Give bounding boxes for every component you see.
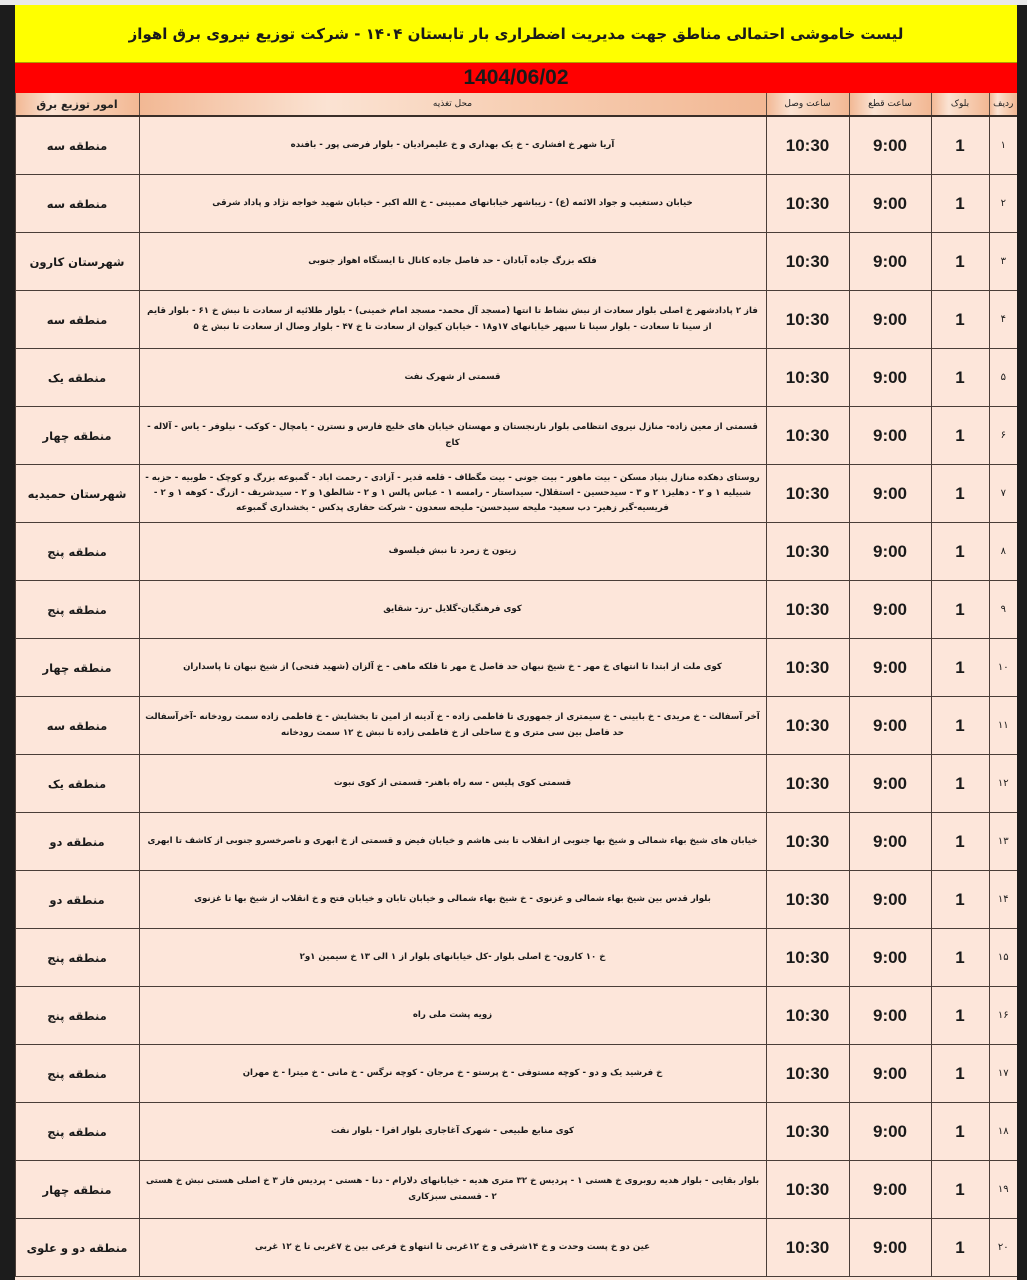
- location-cell: آخر آسفالت - خ مریدی - خ بابینی - خ سیمتری از جمهوری تا فاطمی زاده - خ آدینه از امین تا بخشایش - خ فاطمی زاده سمت رودخانه -آخرآسفالت حد فاصل بین سی متری و خ ساحلی از خ فاطمی زاده تا نبش خ ۱۲ سمت رودخانه: [139, 697, 766, 755]
- block-number-cell: 1: [931, 233, 989, 291]
- location-cell: خیابان های شیخ بهاء شمالی و شیخ بها جنوبی از انقلاب تا بنی هاشم و خیابان فیض و قسمتی از خ ابهری و ناصرخسرو جنوبی از کاشف تا ابهری: [139, 813, 766, 871]
- table-row: [15, 523, 1017, 581]
- location-cell: قسمتی از معین زاده- منازل نیروی انتظامی بلوار نارنجستان و مهستان خیابان های خلیج فارس و نسترن - یامچال - کوکب - نیلوفر - یاس - آلاله - کاج: [139, 407, 766, 465]
- region-cell: منطقه دو: [15, 871, 139, 929]
- row-number-cell: ۲: [989, 175, 1017, 233]
- header-cut-time: ساعت قطع: [849, 93, 931, 116]
- connect-time-cell: 10:30: [766, 175, 849, 233]
- location-cell: خ ۱۰ کارون- خ اصلی بلوار -کل خیابانهای بلوار از ۱ الی ۱۳ خ سیمین ۱و۲: [139, 929, 766, 987]
- location-cell: زیتون خ زمرد تا نبش فیلسوف: [139, 523, 766, 581]
- row-number-cell: ۱۴: [989, 871, 1017, 929]
- region-cell: منطقه سه: [15, 291, 139, 349]
- block-number-cell: 1: [931, 639, 989, 697]
- connect-time-cell: 10:30: [766, 755, 849, 813]
- table-row: [15, 1161, 1017, 1219]
- cut-time-cell: 9:00: [849, 1219, 931, 1277]
- cut-time-cell: 9:00: [849, 291, 931, 349]
- connect-time-cell: 10:30: [766, 871, 849, 929]
- table-row: [15, 581, 1017, 639]
- table-row: [15, 116, 1017, 175]
- region-cell: منطقه پنج: [15, 987, 139, 1045]
- connect-time-cell: 10:30: [766, 523, 849, 581]
- region-cell: منطقه پنج: [15, 523, 139, 581]
- cut-time-cell: 9:00: [849, 987, 931, 1045]
- row-number-cell: ۱۳: [989, 813, 1017, 871]
- block-number-cell: 1: [931, 697, 989, 755]
- cut-time-cell: 9:00: [849, 407, 931, 465]
- connect-time-cell: 10:30: [766, 581, 849, 639]
- row-number-cell: ۲۰: [989, 1219, 1017, 1277]
- connect-time-cell: 10:30: [766, 987, 849, 1045]
- outage-schedule-sheet: [15, 5, 1017, 1280]
- cut-time-cell: 9:00: [849, 116, 931, 175]
- block-number-cell: 1: [931, 813, 989, 871]
- table-row: [15, 233, 1017, 291]
- row-number-cell: ۸: [989, 523, 1017, 581]
- table-row: [15, 871, 1017, 929]
- row-number-cell: ۷: [989, 465, 1017, 523]
- connect-time-cell: 10:30: [766, 929, 849, 987]
- table-row: [15, 1219, 1017, 1277]
- header-connect-time: ساعت وصل: [766, 93, 849, 116]
- row-number-cell: ۱۲: [989, 755, 1017, 813]
- header-block: بلوک: [931, 93, 989, 116]
- location-cell: قسمتی کوی پلیس - سه راه باهنر- قسمتی از کوی نبوت: [139, 755, 766, 813]
- cut-time-cell: 9:00: [849, 233, 931, 291]
- block-number-cell: 1: [931, 581, 989, 639]
- row-number-cell: ۵: [989, 349, 1017, 407]
- connect-time-cell: 10:30: [766, 1103, 849, 1161]
- cut-time-cell: 9:00: [849, 929, 931, 987]
- cut-time-cell: 9:00: [849, 1045, 931, 1103]
- block-number-cell: 1: [931, 1103, 989, 1161]
- table-row: [15, 987, 1017, 1045]
- connect-time-cell: 10:30: [766, 1161, 849, 1219]
- block-number-cell: 1: [931, 929, 989, 987]
- table-row: [15, 1045, 1017, 1103]
- row-number-cell: ۶: [989, 407, 1017, 465]
- block-number-cell: 1: [931, 175, 989, 233]
- location-cell: بلوار قدس بین شیخ بهاء شمالی و غزنوی - خ شیخ بهاء شمالی و خیابان تابان و خیابان فتح و خ انقلاب از شیخ بها تا غزنوی: [139, 871, 766, 929]
- connect-time-cell: 10:30: [766, 349, 849, 407]
- row-number-cell: ۱: [989, 116, 1017, 175]
- cut-time-cell: 9:00: [849, 175, 931, 233]
- table-row: [15, 291, 1017, 349]
- region-cell: منطقه سه: [15, 116, 139, 175]
- block-number-cell: 1: [931, 349, 989, 407]
- header-region: امور توزیع برق: [15, 93, 139, 116]
- connect-time-cell: 10:30: [766, 116, 849, 175]
- block-number-cell: 1: [931, 407, 989, 465]
- row-number-cell: ۱۸: [989, 1103, 1017, 1161]
- block-number-cell: 1: [931, 523, 989, 581]
- region-cell: منطقه چهار: [15, 639, 139, 697]
- region-cell: منطقه یک: [15, 755, 139, 813]
- block-number-cell: 1: [931, 755, 989, 813]
- table-row: [15, 755, 1017, 813]
- cut-time-cell: 9:00: [849, 697, 931, 755]
- cut-time-cell: 9:00: [849, 581, 931, 639]
- location-cell: قسمتی از شهرک نفت: [139, 349, 766, 407]
- cut-time-cell: 9:00: [849, 1161, 931, 1219]
- block-number-cell: 1: [931, 291, 989, 349]
- connect-time-cell: 10:30: [766, 639, 849, 697]
- location-cell: زویه پشت ملی راه: [139, 987, 766, 1045]
- connect-time-cell: 10:30: [766, 697, 849, 755]
- region-cell: منطقه سه: [15, 175, 139, 233]
- cut-time-cell: 9:00: [849, 349, 931, 407]
- location-cell: روستای دهکده منازل بنیاد مسکن - بیت ماهور - بیت جونی - بیت مگطاف - قلعه قدیر - آزادی - رحمت اباد - گمبوعه بزرگ و کوچک - طوبیه - حزبه - شبیلیه ۱ و ۲ - دهلیز۱ ۲ و ۳ - سیدحسین - استقلال- سیداستار - رامسه ۱ - عباس پالس ۱ و ۲ - شالطق۱ و ۲ - سیدشریف - ازرگ - کوهه ۱ و ۲ - فریسیه-گبر زهیر- دب سعید- ملیحه سیدحسن- ملیحه سعدون - شرکت حفاری پدکس - بخشداری گمبوعه: [139, 465, 766, 523]
- location-cell: عین دو خ پست وحدت و خ ۱۴شرقی و خ ۱۲غربی تا انتهاو خ فرعی بین خ ۷غربی تا خ ۱۲ غربی: [139, 1219, 766, 1277]
- connect-time-cell: 10:30: [766, 465, 849, 523]
- connect-time-cell: 10:30: [766, 1045, 849, 1103]
- location-cell: کوی فرهنگیان-گلایل -رز- شقایق: [139, 581, 766, 639]
- cut-time-cell: 9:00: [849, 465, 931, 523]
- table-row: [15, 929, 1017, 987]
- region-cell: منطقه سه: [15, 697, 139, 755]
- cut-time-cell: 9:00: [849, 755, 931, 813]
- block-number-cell: 1: [931, 1219, 989, 1277]
- outage-table: [15, 93, 1018, 1277]
- region-cell: شهرستان حمیدیه: [15, 465, 139, 523]
- location-cell: فاز ۲ پادادشهر خ اصلی بلوار سعادت از نبش نشاط تا انتها (مسجد آل محمد- مسجد امام خمینی) - بلوار طلائیه از سعادت تا نبش خ ۶۱ - بلوار قایم از سینا تا سعادت - بلوار سینا تا سپهر خیابانهای ۱۷و۱۸ - خیابان کیوان از سعادت تا خ ۴۷ - بلوار وصال از سعادت تا نبش خ ۵: [139, 291, 766, 349]
- block-number-cell: 1: [931, 871, 989, 929]
- region-cell: منطقه پنج: [15, 1045, 139, 1103]
- block-number-cell: 1: [931, 1161, 989, 1219]
- block-number-cell: 1: [931, 1045, 989, 1103]
- location-cell: آریا شهر خ افشاری - خ یک بهداری و خ علیمرادیان - بلوار فرضی پور - بافنده: [139, 116, 766, 175]
- connect-time-cell: 10:30: [766, 291, 849, 349]
- location-cell: بلوار بقایی - بلوار هدیه روبروی خ هستی ۱ - پردیس خ ۳۲ متری هدیه - خیابانهای دلارام - دنا - هستی - پردیس فاز ۳ خ اصلی هستی نبش خ هستی ۲ - قسمتی سبزکاری: [139, 1161, 766, 1219]
- connect-time-cell: 10:30: [766, 233, 849, 291]
- row-number-cell: ۱۵: [989, 929, 1017, 987]
- row-number-cell: ۳: [989, 233, 1017, 291]
- row-number-cell: ۹: [989, 581, 1017, 639]
- table-row: [15, 639, 1017, 697]
- region-cell: منطقه چهار: [15, 407, 139, 465]
- block-number-cell: 1: [931, 465, 989, 523]
- location-cell: خیابان دستغیب و جواد الائمه (ع) - زیباشهر خیابانهای ممبینی - خ الله اکبر - خیابان شهید خواجه نژاد و پاداد شرقی: [139, 175, 766, 233]
- location-cell: کوی منابع طبیعی - شهرک آغاجاری بلوار افرا - بلوار نفت: [139, 1103, 766, 1161]
- row-number-cell: ۱۶: [989, 987, 1017, 1045]
- connect-time-cell: 10:30: [766, 1219, 849, 1277]
- table-row: [15, 813, 1017, 871]
- region-cell: منطقه پنج: [15, 929, 139, 987]
- table-row: [15, 175, 1017, 233]
- region-cell: منطقه یک: [15, 349, 139, 407]
- region-cell: منطقه دو: [15, 813, 139, 871]
- row-number-cell: ۱۷: [989, 1045, 1017, 1103]
- row-number-cell: ۱۱: [989, 697, 1017, 755]
- row-number-cell: ۱۰: [989, 639, 1017, 697]
- block-number-cell: 1: [931, 987, 989, 1045]
- cut-time-cell: 9:00: [849, 639, 931, 697]
- schedule-date: 1404/06/02: [15, 63, 1017, 93]
- location-cell: فلکه بزرگ جاده آبادان - حد فاصل جاده کانال تا ایستگاه اهواز جنوبی: [139, 233, 766, 291]
- row-number-cell: ۱۹: [989, 1161, 1017, 1219]
- connect-time-cell: 10:30: [766, 407, 849, 465]
- table-row: [15, 407, 1017, 465]
- location-cell: خ فرشید یک و دو - کوچه مستوفی - خ پرستو - خ مرجان - کوچه نرگس - خ مانی - خ میترا - خ مهران: [139, 1045, 766, 1103]
- page-title: لیست خاموشی احتمالی مناطق جهت مدیریت اضطراری بار تابستان ۱۴۰۴ - شرکت توزیع نیروی برق اهواز: [15, 5, 1017, 63]
- header-location: محل تغذیه: [139, 93, 766, 116]
- cut-time-cell: 9:00: [849, 813, 931, 871]
- block-number-cell: 1: [931, 116, 989, 175]
- region-cell: منطقه پنج: [15, 1103, 139, 1161]
- table-row: [15, 349, 1017, 407]
- table-row: [15, 465, 1017, 523]
- location-cell: کوی ملت از ابتدا تا انتهای خ مهر - خ شیخ نبهان حد فاصل خ مهر تا فلکه ماهی - خ آلزان (شهید فتحی) از شیخ نبهان تا پاسداران: [139, 639, 766, 697]
- region-cell: منطقه چهار: [15, 1161, 139, 1219]
- region-cell: منطقه دو و علوی: [15, 1219, 139, 1277]
- table-row: [15, 1103, 1017, 1161]
- region-cell: شهرستان کارون: [15, 233, 139, 291]
- region-cell: منطقه پنج: [15, 581, 139, 639]
- cut-time-cell: 9:00: [849, 1103, 931, 1161]
- header-row-number: ردیف: [989, 93, 1017, 116]
- cut-time-cell: 9:00: [849, 871, 931, 929]
- row-number-cell: ۴: [989, 291, 1017, 349]
- table-header-row: [15, 93, 1017, 116]
- cut-time-cell: 9:00: [849, 523, 931, 581]
- table-row: [15, 697, 1017, 755]
- connect-time-cell: 10:30: [766, 813, 849, 871]
